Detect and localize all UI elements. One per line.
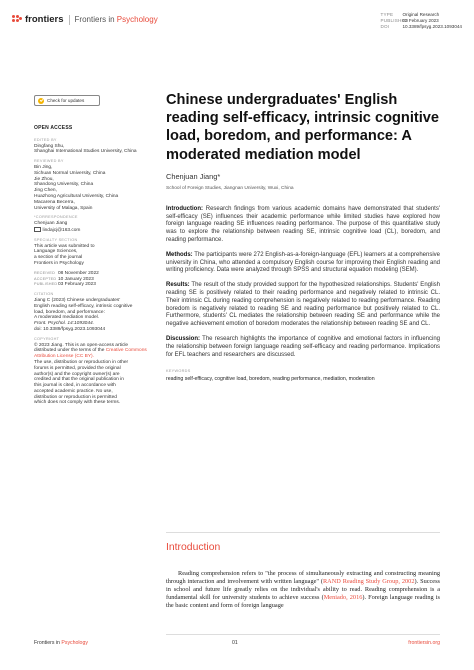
meta-doi[interactable]: DOI 10.3389/fpsyg.2023.1093044 <box>380 24 462 30</box>
footer-divider <box>166 634 440 635</box>
brand-name: frontiers <box>25 14 64 25</box>
author-affiliation: School of Foreign Studies, Jiangnan University, Wuxi, China <box>166 185 294 191</box>
frontiers-logo-icon <box>12 15 22 25</box>
mail-icon <box>34 227 41 233</box>
logo-divider <box>69 15 70 25</box>
introduction-heading: Introduction <box>166 542 221 553</box>
article-dates <box>34 271 156 288</box>
article-main <box>166 91 440 382</box>
check-for-updates-button[interactable]: Check for updates <box>34 95 100 106</box>
ref-rand-link[interactable]: RAND Reading Study Group, 2002 <box>322 578 415 585</box>
specialty-section: SPECIALTY SECTION This article was submitted to Language Sciences, a section of the journal Frontiers in Psychology <box>34 237 95 266</box>
article-meta <box>380 12 462 31</box>
check-updates-icon <box>38 98 44 104</box>
meta-type: TYPE Original Research <box>380 12 440 17</box>
citation: CITATION Jiang C (2023) Chinese undergraduates' English reading self-efficacy, intrinsic cognitive load, boredom, and performance: A moderated mediation model. Front. Psychol. 14:1093044. doi: 10.3389/fpsyg.2023.1093044 <box>34 292 133 332</box>
author-name[interactable]: Chenjuan Jiang* <box>166 171 221 181</box>
copyright: COPYRIGHT © 2023 Jiang. This is an open-access article distributed under the terms of the Creative Commons Attribution License (CC BY). The use, distribution or reproduction in other forums is permitted, provided the original author(s) and the copyright owner(s) are credited and that the original publication in this journal is cited, in accordance with accepted academic practice. No use, distribution or reproduction is permitted which does not comply with these terms. <box>34 336 147 406</box>
abstract-results: Results: The result of the study provided support for the hypothesized relationships. Students' English reading SE is positively related to their reading performance and negatively related to intrinsic CL. Their intrinsic CL during reading comprehension is negatively related to reading performance. Reading boredom is negatively related to reading SE and reading performance but positively related to CL. Furthermore, students' CL mediates the relationship between reading SE and performance while the negative achievement emotion of boredom moderates the relationship between reading SE and CL. <box>166 282 440 328</box>
page-header <box>0 0 474 38</box>
article-sidebar <box>34 95 156 410</box>
correspondence-email[interactable]: lindajcj@163.com <box>34 227 156 234</box>
journal-name[interactable]: Frontiers in Psychology <box>74 15 158 24</box>
correspondence: *CORRESPONDENCE Chenjuan Jiang lindajcj@163.com <box>34 215 156 233</box>
frontiers-logo[interactable] <box>12 14 158 25</box>
abstract-methods: Methods: The participants were 272 English-as-a-foreign-language (EFL) learners at a comprehensive university in China, who attended a compulsory English course for improving their English reading and writing proficiency. Data were analyzed through SPSS and structural equation modeling (SEM). <box>166 251 440 274</box>
abstract <box>166 206 440 360</box>
page-number: 01 <box>232 640 238 646</box>
section-divider <box>166 532 440 533</box>
keywords-label: KEYWORDS <box>166 369 191 374</box>
date-accepted: ACCEPTED 10 January 2023 <box>34 276 94 282</box>
footer-journal[interactable]: Frontiers in Psychology <box>34 640 88 646</box>
edited-by: EDITED BY Dingfang Shu, Shanghai International Studies University, China <box>34 137 137 155</box>
open-access-label: OPEN ACCESS <box>34 125 73 131</box>
introduction-body: Reading comprehension refers to "the process of simultaneously extracting and constructing meaning through interaction and involvement with written language" (RAND Reading Study Group, 2002). Success in school and future life greatly relies on the individual's ability to read. Reading comprehension is a fundamental skill for university students to achieve success (Meniado, 2016). Foreign language reading is the basic content and form of foreign language <box>166 570 441 609</box>
article-title: Chinese undergraduates' English reading self-efficacy, intrinsic cognitive load, boredom, and performance: A moderated mediation model <box>166 92 440 163</box>
reviewed-by: REVIEWED BY Bin Jing, Sichuan Normal University, China Jie Zhou, Shandong University, China Jing Chen, Huazhong Agricultural University, China Macarena Becerra, University of Malaga, Spain <box>34 159 119 211</box>
ref-meniado-link[interactable]: Meniado, 2016 <box>323 594 363 601</box>
license-link[interactable]: Creative Commons Attribution License (CC BY). <box>34 348 147 360</box>
footer-url[interactable]: frontiersin.org <box>408 640 440 646</box>
date-received: RECEIVED 08 November 2022 <box>34 270 99 276</box>
meta-published: PUBLISHED03 February 2023 <box>380 18 439 24</box>
abstract-introduction: Introduction: Research findings from various academic domains have demonstrated that students' self-efficacy (SE) influences their academic performance while limited studies have explored how foreign language reading SE influences reading performance. The purpose of this quantitative study was to explore the relationship between reading SE, intrinsic cognitive load (CL), boredom, and reading performance. <box>166 205 440 243</box>
abstract-discussion: Discussion: The research highlights the importance of cognitive and emotional factors in influencing the relationship between foreign language reading self-efficacy and reading performance. Implications for EFL teachers and researchers are discussed. <box>166 335 440 358</box>
date-published: PUBLISHED03 February 2023 <box>34 282 96 288</box>
keywords: reading self-efficacy, cognitive load, boredom, reading performance, mediation, moderation <box>166 376 375 383</box>
